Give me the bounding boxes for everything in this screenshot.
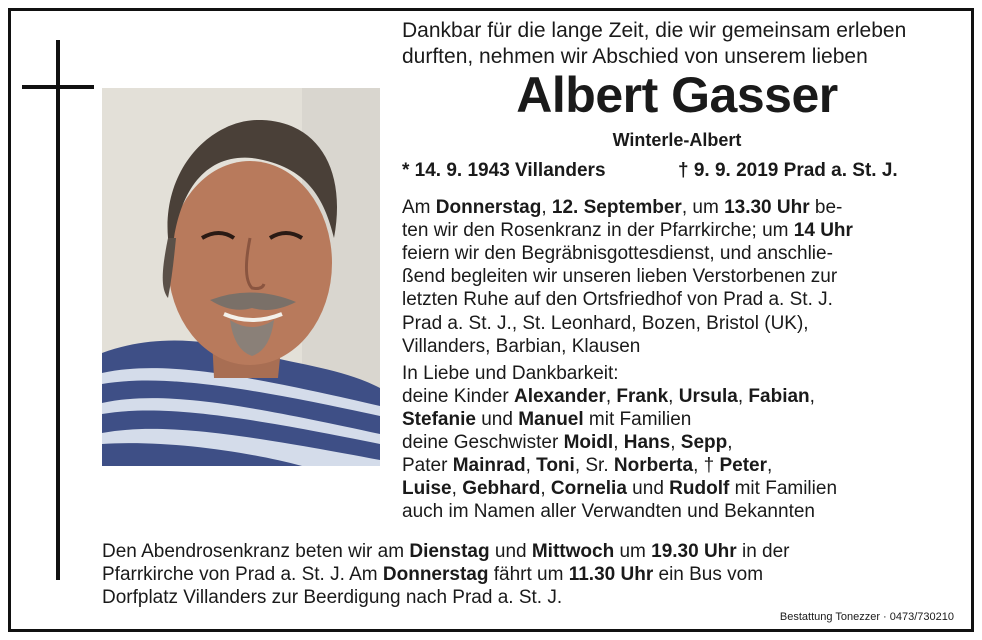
mourners-line: Stefanie und Manuel mit Familien bbox=[402, 409, 692, 430]
places-text bbox=[402, 312, 809, 358]
cross-icon bbox=[56, 40, 60, 580]
mourners-line: auch im Namen aller Verwandten und Bekannten bbox=[402, 501, 815, 522]
mourners-heading: In Liebe und Dankbarkeit: bbox=[402, 363, 619, 384]
intro-text bbox=[402, 18, 962, 70]
deceased-name: Albert Gasser bbox=[516, 67, 838, 123]
places-line: Villanders, Barbian, Klausen bbox=[402, 336, 641, 357]
mourners-line: deine Kinder Alexander, Frank, Ursula, Fabian, bbox=[402, 386, 815, 407]
funeral-home-credit: Bestattung Tonezzer · 0473/730210 bbox=[779, 611, 954, 623]
evening-text bbox=[102, 540, 790, 609]
portrait-photo bbox=[102, 88, 380, 466]
service-line: feiern wir den Begräbnisgottesdienst, und anschlie- bbox=[402, 243, 833, 264]
death-date: † 9. 9. 2019 Prad a. St. J. bbox=[678, 160, 898, 181]
intro-line: Dankbar für die lange Zeit, die wir gemeinsam erleben bbox=[402, 19, 907, 42]
service-line: ßend begleiten wir unseren lieben Verstorbenen zur bbox=[402, 266, 838, 287]
evening-line: Pfarrkirche von Prad a. St. J. Am Donnerstag fährt um 11.30 Uhr ein Bus vom bbox=[102, 564, 764, 585]
service-line: Am Donnerstag, 12. September, um 13.30 Uhr be- bbox=[402, 197, 843, 218]
cross-icon-bar bbox=[22, 85, 94, 89]
intro-line: durften, nehmen wir Abschied von unserem lieben bbox=[402, 45, 868, 68]
service-text bbox=[402, 196, 853, 311]
nickname: Winterle-Albert bbox=[612, 130, 742, 150]
service-line: ten wir den Rosenkranz in der Pfarrkirche; um 14 Uhr bbox=[402, 220, 853, 241]
service-line: letzten Ruhe auf den Ortsfriedhof von Prad a. St. J. bbox=[402, 289, 833, 310]
birth-date: * 14. 9. 1943 Villanders bbox=[402, 160, 606, 181]
mourners-line: Luise, Gebhard, Cornelia und Rudolf mit Familien bbox=[402, 478, 838, 499]
mourners-text bbox=[402, 362, 837, 523]
mourners-line: deine Geschwister Moidl, Hans, Sepp, bbox=[402, 432, 733, 453]
evening-line: Dorfplatz Villanders zur Beerdigung nach Prad a. St. J. bbox=[102, 587, 563, 608]
mourners-line: Pater Mainrad, Toni, Sr. Norberta, † Peter, bbox=[402, 455, 773, 476]
evening-line: Den Abendrosenkranz beten wir am Dienstag und Mittwoch um 19.30 Uhr in der bbox=[102, 541, 790, 562]
places-line: Prad a. St. J., St. Leonhard, Bozen, Bristol (UK), bbox=[402, 313, 809, 334]
